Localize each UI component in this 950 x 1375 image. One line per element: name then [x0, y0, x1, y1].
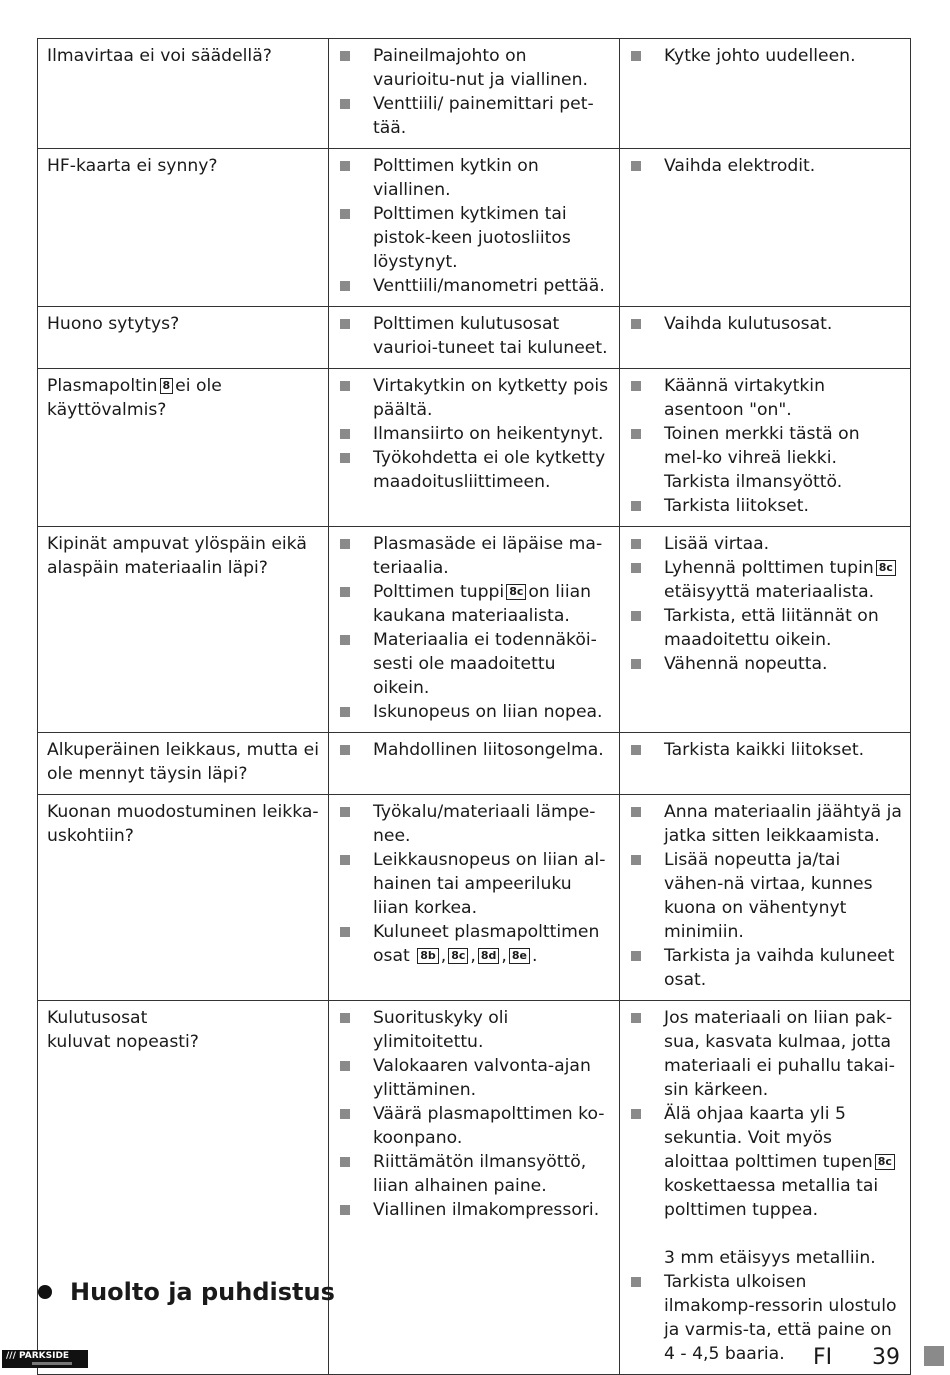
bullet-square-icon: [340, 707, 350, 717]
list-item: Venttiili/manometri pettää.: [338, 274, 611, 298]
list-item: Materiaalia ei todennäköi-sesti ole maadoitettu oikein.: [338, 628, 611, 700]
bullet-square-icon: [340, 1061, 350, 1071]
list-item: Tarkista ulkoisen ilmakomp-ressorin ulostulo ja varmis-ta, että paine on 4 - 4,5 baaria.: [629, 1270, 902, 1366]
list-item: Virtakytkin on kytketty pois päältä.: [338, 374, 611, 422]
problem-cell: Huono sytytys?: [38, 307, 329, 369]
bullet-square-icon: [340, 539, 350, 549]
bullet-square-icon: [631, 1013, 641, 1023]
bullet-square-icon: [340, 587, 350, 597]
remedy-cell: [620, 795, 911, 1001]
bullet-square-icon: [340, 745, 350, 755]
list-item: Kytke johto uudelleen.: [629, 44, 902, 68]
bullet-square-icon: [340, 1205, 350, 1215]
bullet-square-icon: [340, 51, 350, 61]
list-item: Venttiili/ painemittari pet-tää.: [338, 92, 611, 140]
cause-cell: [329, 39, 620, 149]
bullet-square-icon: [631, 745, 641, 755]
list-item: Mahdollinen liitosongelma.: [338, 738, 611, 762]
list-item: Vähennä nopeutta.: [629, 652, 902, 676]
problem-cell: Kipinät ampuvat ylöspäin eikä alaspäin materiaalin läpi?: [38, 527, 329, 733]
list-item: Työkalu/materiaali lämpe-nee.: [338, 800, 611, 848]
remedy-cell: [620, 369, 911, 527]
remedy-cell: [620, 149, 911, 307]
bullet-square-icon: [340, 281, 350, 291]
problem-cell: Alkuperäinen leikkaus, mutta ei ole mennyt täysin läpi?: [38, 733, 329, 795]
cause-cell: [329, 795, 620, 1001]
troubleshooting-table: [37, 38, 911, 1375]
bullet-square-icon: [340, 453, 350, 463]
remedy-cell: [620, 1001, 911, 1375]
logo-stripe: [32, 1362, 72, 1365]
bullet-square-icon: [631, 807, 641, 817]
list-item: Toinen merkki tästä on mel-ko vihreä liekki. Tarkista ilmansyöttö.: [629, 422, 902, 494]
bullet-square-icon: [340, 209, 350, 219]
remedy-cell: [620, 39, 911, 149]
problem-cell: HF-kaarta ei synny?: [38, 149, 329, 307]
cause-cell: [329, 1001, 620, 1375]
list-item: Polttimen kytkin on viallinen.: [338, 154, 611, 202]
list-item: Käännä virtakytkin asentoon "on".: [629, 374, 902, 422]
list-item: Väärä plasmapolttimen ko-koonpano.: [338, 1102, 611, 1150]
list-item: Tarkista ja vaihda kuluneet osat.: [629, 944, 902, 992]
reference-badge: 8e: [509, 948, 530, 964]
page-number: 39: [872, 1345, 900, 1370]
list-item: Anna materiaalin jäähtyä ja jatka sitten leikkaamista.: [629, 800, 902, 848]
list-item: Polttimen tuppi 8c on liian kaukana materiaalista.: [338, 580, 611, 628]
cause-cell: [329, 369, 620, 527]
bullet-dot-icon: [38, 1285, 52, 1299]
bullet-square-icon: [631, 563, 641, 573]
cause-cell: [329, 733, 620, 795]
bullet-square-icon: [340, 1109, 350, 1119]
list-item: Paineilmajohto on vaurioitu-nut ja viallinen.: [338, 44, 611, 92]
bullet-square-icon: [631, 161, 641, 171]
reference-badge: 8c: [448, 948, 468, 964]
bullet-square-icon: [631, 429, 641, 439]
list-item: Jos materiaali on liian pak-sua, kasvata kulmaa, jotta materiaali ei puhallu takai-sin kärkeen.: [629, 1006, 902, 1102]
reference-badge: 8d: [478, 948, 500, 964]
bullet-square-icon: [631, 51, 641, 61]
list-item: Älä ohjaa kaarta yli 5 sekuntia. Voit myös aloittaa polttimen tupen 8ckoskettaessa metallia tai polttimen tuppea.: [629, 1102, 902, 1222]
remedy-cell: [620, 527, 911, 733]
table-row: [38, 527, 911, 733]
list-item: Iskunopeus on liian nopea.: [338, 700, 611, 724]
bullet-square-icon: [340, 319, 350, 329]
bullet-square-icon: [340, 1157, 350, 1167]
list-item: Polttimen kytkimen tai pistok-keen juotosliitos löystynyt.: [338, 202, 611, 274]
parkside-logo: /// PARKSIDE: [2, 1350, 88, 1368]
footer-language: FI: [813, 1345, 833, 1370]
list-item: Polttimen kulutusosat vaurioi-tuneet tai kuluneet.: [338, 312, 611, 360]
list-item: Lyhennä polttimen tupin 8cetäisyyttä materiaalista.: [629, 556, 902, 604]
bullet-square-icon: [631, 855, 641, 865]
list-item: Lisää nopeutta ja/tai vähen-nä virtaa, kunnes kuona on vähentynyt minimiin.: [629, 848, 902, 944]
list-item: Leikkausnopeus on liian al-hainen tai ampeeriluku liian korkea.: [338, 848, 611, 920]
bullet-square-icon: [631, 1109, 641, 1119]
list-item: Tarkista liitokset.: [629, 494, 902, 518]
list-item: Suorituskyky oli ylimitoitettu.: [338, 1006, 611, 1054]
list-item: 3 mm etäisyys metalliin.: [664, 1248, 876, 1268]
reference-badge: 8c: [875, 1154, 895, 1170]
bullet-square-icon: [340, 429, 350, 439]
reference-badge: 8c: [506, 584, 526, 600]
list-item: Tarkista kaikki liitokset.: [629, 738, 902, 762]
cause-cell: [329, 527, 620, 733]
reference-badge: 8c: [876, 560, 896, 576]
bullet-square-icon: [340, 161, 350, 171]
bullet-square-icon: [340, 927, 350, 937]
table-row: [38, 307, 911, 369]
bullet-square-icon: [340, 855, 350, 865]
table-row: [38, 149, 911, 307]
bullet-square-icon: [340, 381, 350, 391]
list-item: Riittämätön ilmansyöttö, liian alhainen paine.: [338, 1150, 611, 1198]
list-item: Plasmasäde ei läpäise ma-teriaalia.: [338, 532, 611, 580]
list-item: Valokaaren valvonta-ajan ylittäminen.: [338, 1054, 611, 1102]
table-row: [38, 733, 911, 795]
bullet-square-icon: [631, 501, 641, 511]
bullet-square-icon: [340, 1013, 350, 1023]
list-item: Vaihda kulutusosat.: [629, 312, 902, 336]
table-row: [38, 369, 911, 527]
list-item: Viallinen ilmakompressori.: [338, 1198, 611, 1222]
list-item: Ilmansiirto on heikentynyt.: [338, 422, 611, 446]
problem-cell: Plasmapoltin 8 ei ole käyttövalmis?: [38, 369, 329, 527]
bullet-square-icon: [631, 539, 641, 549]
reference-badge: 8b: [417, 948, 439, 964]
section-heading: Huolto ja puhdistus: [38, 1278, 335, 1306]
table-row: [38, 39, 911, 149]
bullet-square-icon: [340, 635, 350, 645]
remedy-cell: [620, 307, 911, 369]
problem-cell: Ilmavirtaa ei voi säädellä?: [38, 39, 329, 149]
bullet-square-icon: [631, 951, 641, 961]
reference-badge: 8: [160, 378, 174, 394]
list-item: Lisää virtaa.: [629, 532, 902, 556]
cause-cell: [329, 149, 620, 307]
list-item: Tarkista, että liitännät on maadoitettu oikein.: [629, 604, 902, 652]
bullet-square-icon: [631, 1277, 641, 1287]
bullet-square-icon: [631, 381, 641, 391]
table-row: [38, 1001, 911, 1375]
bullet-square-icon: [340, 99, 350, 109]
remedy-cell: [620, 733, 911, 795]
cause-cell: [329, 307, 620, 369]
bullet-square-icon: [340, 807, 350, 817]
bullet-square-icon: [631, 659, 641, 669]
problem-cell: Kuonan muodostuminen leikka-uskohtiin?: [38, 795, 329, 1001]
list-item: Kuluneet plasmapolttimen osat 8b , 8c , 8d , 8e .: [338, 920, 611, 968]
bullet-square-icon: [631, 319, 641, 329]
footer-square-icon: [924, 1346, 944, 1366]
list-item: Työkohdetta ei ole kytketty maadoitusliittimeen.: [338, 446, 611, 494]
table-row: [38, 795, 911, 1001]
bullet-square-icon: [631, 611, 641, 621]
list-item: Vaihda elektrodit.: [629, 154, 902, 178]
problem-cell: Kulutusosat kuluvat nopeasti?: [38, 1001, 329, 1375]
